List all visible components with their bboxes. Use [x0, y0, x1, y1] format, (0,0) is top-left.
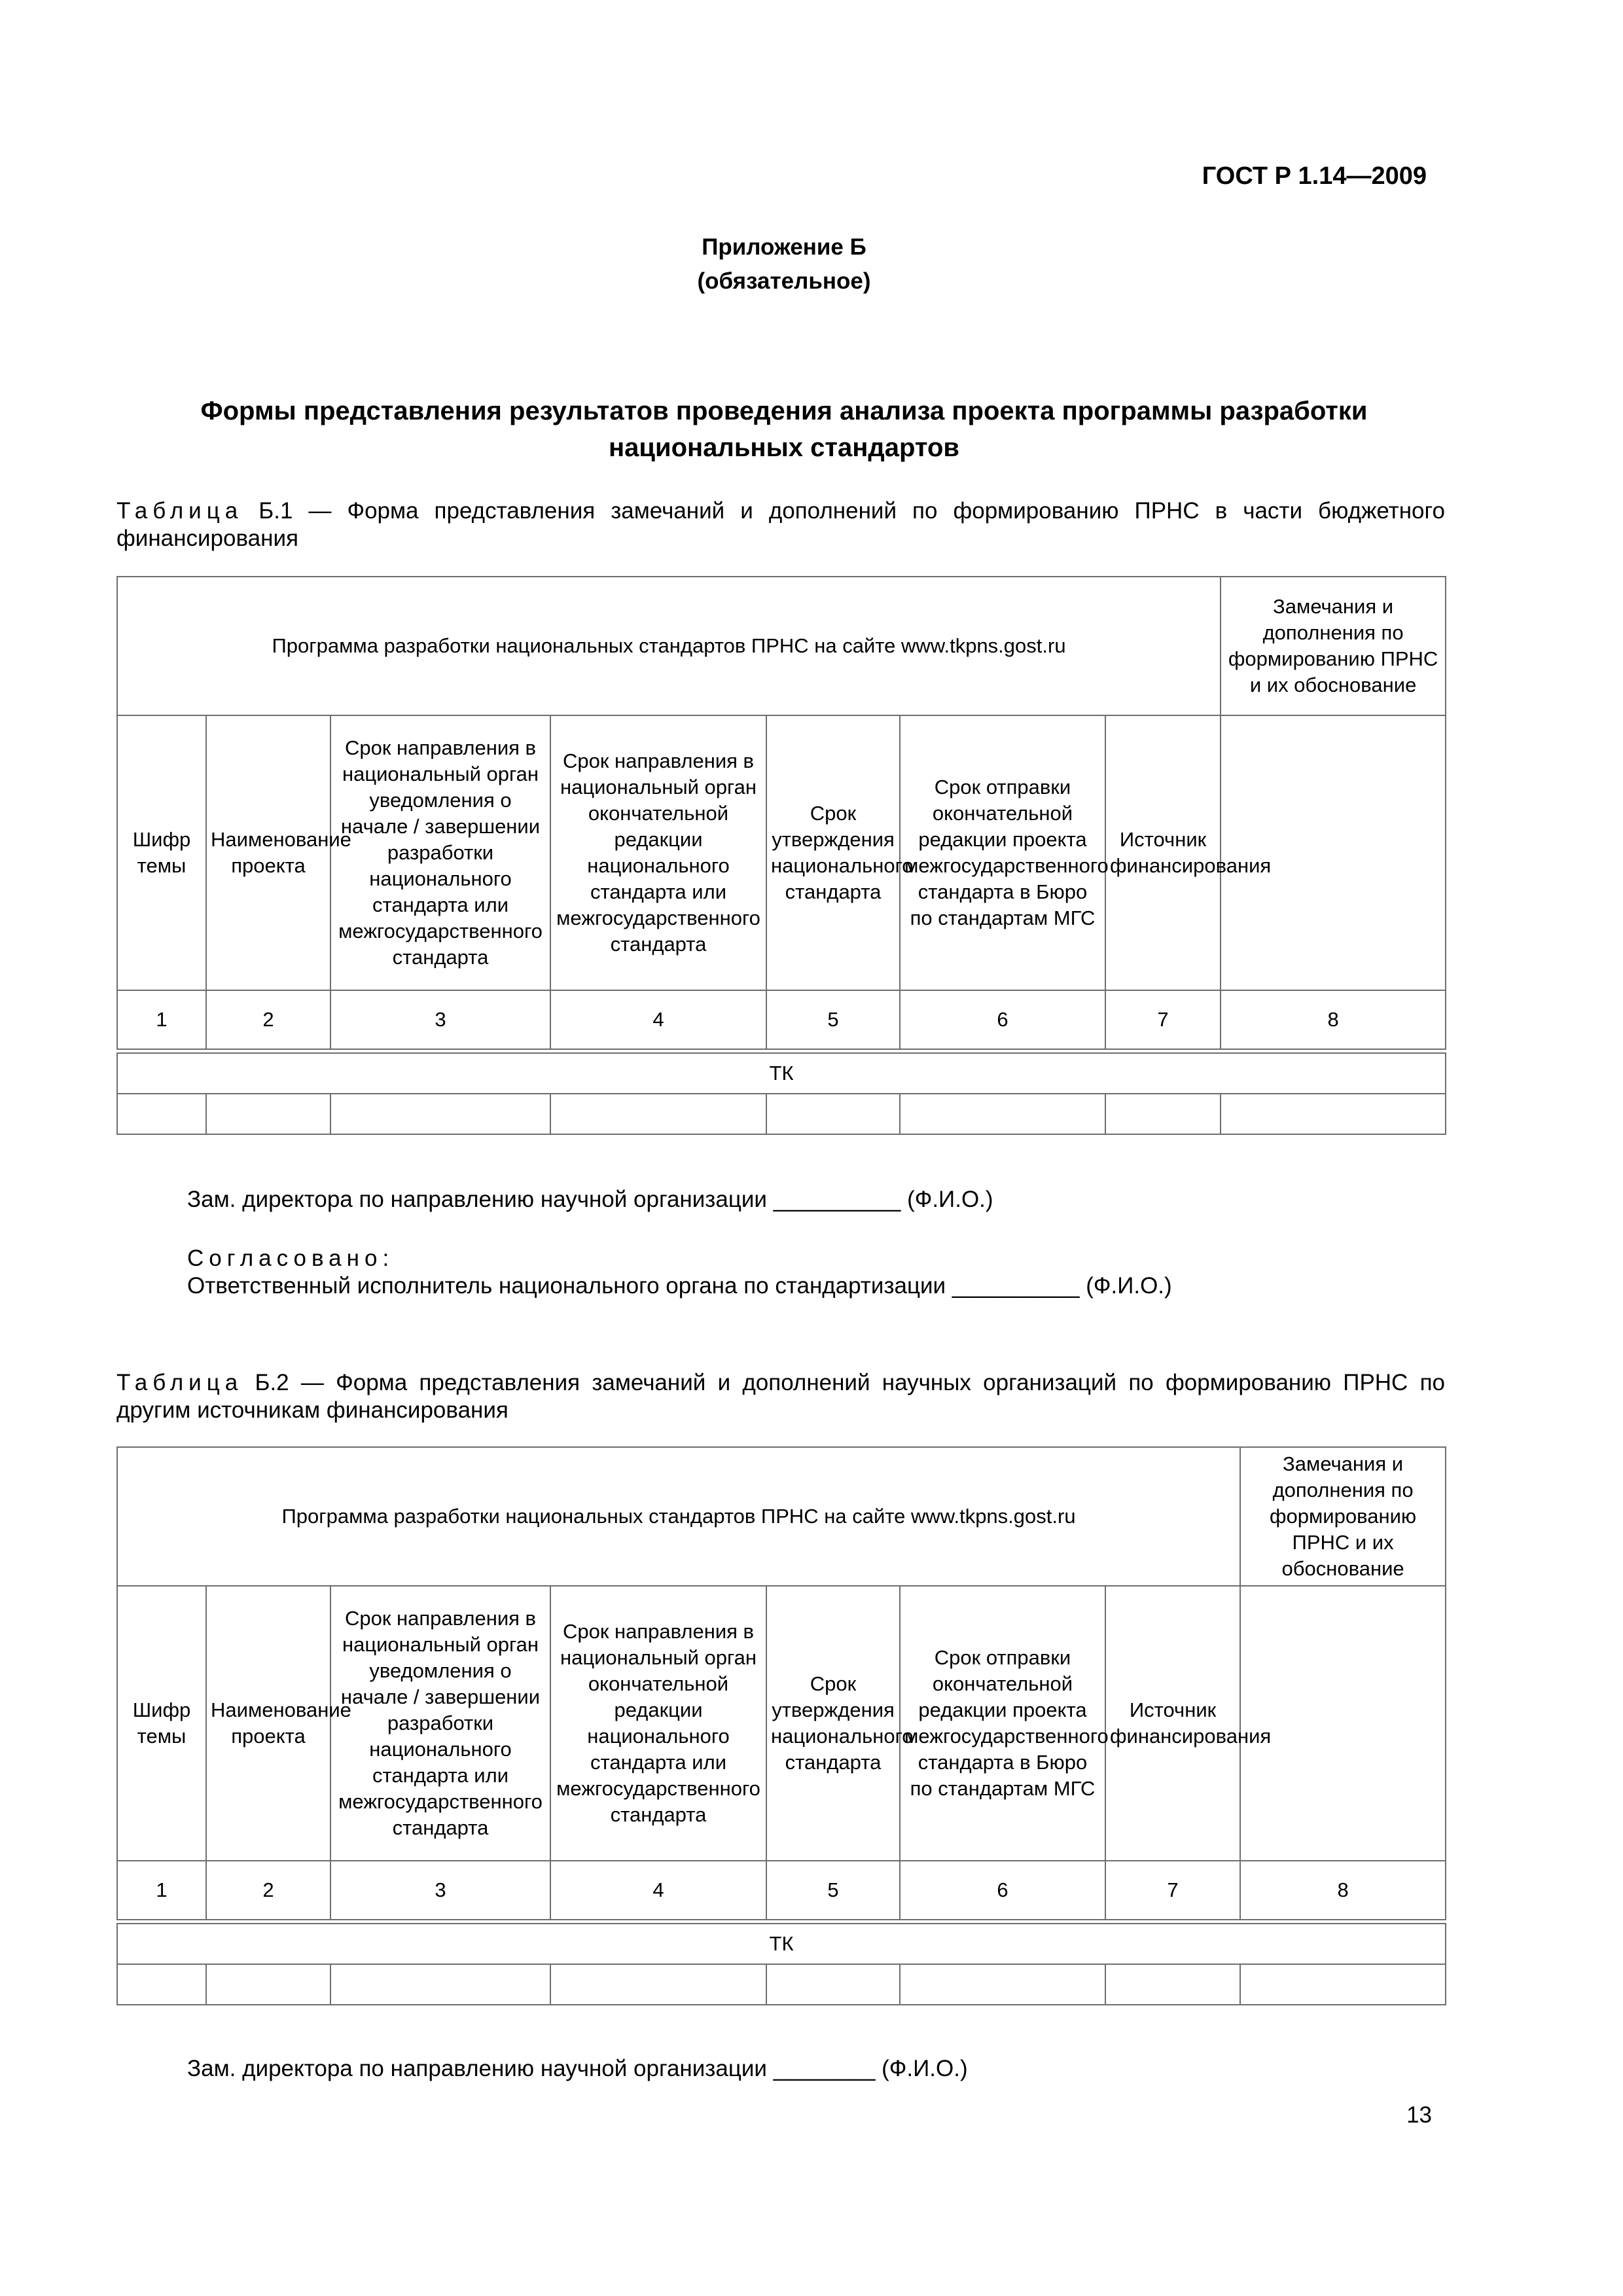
column-header-final-edition-deadline: Срок направления в национальный орган окончательной редакции национального стандарта или межгосударственного стандарта [550, 1586, 766, 1861]
remarks-header-cell: Замечания и дополнения по формированию ПРНС и их обоснование [1240, 1447, 1446, 1586]
column-header-code: Шифр темы [117, 715, 206, 990]
column-header-funding-source: Источник финансирования [1105, 1586, 1240, 1861]
column-number: 1 [117, 1861, 206, 1920]
tk-row: ТК [117, 1924, 1446, 1964]
table2-caption [116, 1369, 1445, 1424]
column-number: 7 [1105, 990, 1221, 1049]
tk-row: ТК [117, 1053, 1446, 1094]
column-header-final-edition-deadline: Срок направления в национальный орган окончательной редакции национального стандарта или межгосударственного стандарта [550, 715, 766, 990]
agreed-block [187, 1245, 1172, 1300]
document-code: ГОСТ Р 1.14—2009 [1202, 162, 1427, 190]
appendix-title: Приложение Б [702, 234, 866, 260]
column-header-mgs-deadline: Срок отправки окончательной редакции проекта межгосударственного стандарта в Бюро по стандартам МГС [900, 715, 1105, 990]
table2-caption-text: Б.2 — Форма представления замечаний и дополнений научных организаций по формированию ПРНС по другим источникам финансирования [116, 1370, 1445, 1423]
column-number: 3 [330, 1861, 550, 1920]
table-b1 [116, 576, 1446, 1135]
column-header-name: Наименование проекта [206, 715, 330, 990]
program-header-cell: Программа разработки национальных стандартов ПРНС на сайте www.tkpns.gost.ru [117, 1447, 1240, 1586]
empty-cell [1105, 1094, 1221, 1134]
column-header-mgs-deadline: Срок отправки окончательной редакции проекта межгосударственного стандарта в Бюро по стандартам МГС [900, 1586, 1105, 1861]
agreed-line: Ответственный исполнитель национального органа по стандартизации __________ (Ф.И.О.) [187, 1273, 1172, 1299]
column-number: 1 [117, 990, 206, 1049]
page-number: 13 [1406, 2102, 1432, 2128]
signature-line-1: Зам. директора по направлению научной организации __________ (Ф.И.О.) [187, 1187, 993, 1212]
program-header-cell: Программа разработки национальных стандартов ПРНС на сайте www.tkpns.gost.ru [117, 577, 1221, 715]
agreed-label: Согласовано: [187, 1246, 395, 1271]
empty-cell [1221, 1094, 1446, 1134]
appendix-type: (обязательное) [697, 268, 871, 294]
empty-cell [206, 1964, 330, 2005]
empty-cell [117, 1094, 206, 1134]
column-number: 8 [1240, 1861, 1446, 1920]
empty-cell [900, 1094, 1105, 1134]
empty-cell [550, 1094, 766, 1134]
column-number: 3 [330, 990, 550, 1049]
empty-cell [550, 1964, 766, 2005]
column-header-approval-deadline: Срок утверждения национального стандарта [766, 1586, 900, 1861]
table1-caption-text: Б.1 — Форма представления замечаний и дополнений по формированию ПРНС в части бюджетного финансирования [116, 498, 1445, 551]
table1-caption [116, 497, 1445, 552]
empty-cell [330, 1094, 550, 1134]
column-number: 6 [900, 1861, 1105, 1920]
column-number: 4 [550, 990, 766, 1049]
appendix-heading [0, 230, 1568, 298]
column-header-notice-deadline: Срок направления в национальный орган уведомления о начале / завершении разработки национального стандарта или межгосударственного стандарта [330, 1586, 550, 1861]
column-number: 5 [766, 990, 900, 1049]
column-header-approval-deadline: Срок утверждения национального стандарта [766, 715, 900, 990]
empty-cell [766, 1964, 900, 2005]
empty-cell [117, 1964, 206, 2005]
column-header-notice-deadline: Срок направления в национальный орган уведомления о начале / завершении разработки национального стандарта или межгосударственного стандарта [330, 715, 550, 990]
column-number: 4 [550, 1861, 766, 1920]
signature-line-2: Зам. директора по направлению научной организации ________ (Ф.И.О.) [187, 2056, 968, 2081]
column-number: 2 [206, 990, 330, 1049]
column-header-funding-source: Источник финансирования [1105, 715, 1221, 990]
empty-cell [206, 1094, 330, 1134]
column-header-remarks-empty [1240, 1586, 1446, 1861]
column-number: 8 [1221, 990, 1446, 1049]
empty-cell [766, 1094, 900, 1134]
table2-caption-prefix: Таблица [116, 1370, 243, 1395]
column-header-name: Наименование проекта [206, 1586, 330, 1861]
column-number: 7 [1105, 1861, 1240, 1920]
column-number: 2 [206, 1861, 330, 1920]
column-number: 5 [766, 1861, 900, 1920]
remarks-header-cell: Замечания и дополнения по формированию ПРНС и их обоснование [1221, 577, 1446, 715]
form-title: Формы представления результатов проведения анализа проекта программы разработки национальных стандартов [200, 397, 1368, 462]
column-number: 6 [900, 990, 1105, 1049]
empty-cell [330, 1964, 550, 2005]
table1-caption-prefix: Таблица [116, 498, 243, 524]
empty-cell [900, 1964, 1105, 2005]
empty-cell [1105, 1964, 1240, 2005]
table-b2 [116, 1446, 1446, 2005]
column-header-code: Шифр темы [117, 1586, 206, 1861]
empty-cell [1240, 1964, 1446, 2005]
column-header-remarks-empty [1221, 715, 1446, 990]
